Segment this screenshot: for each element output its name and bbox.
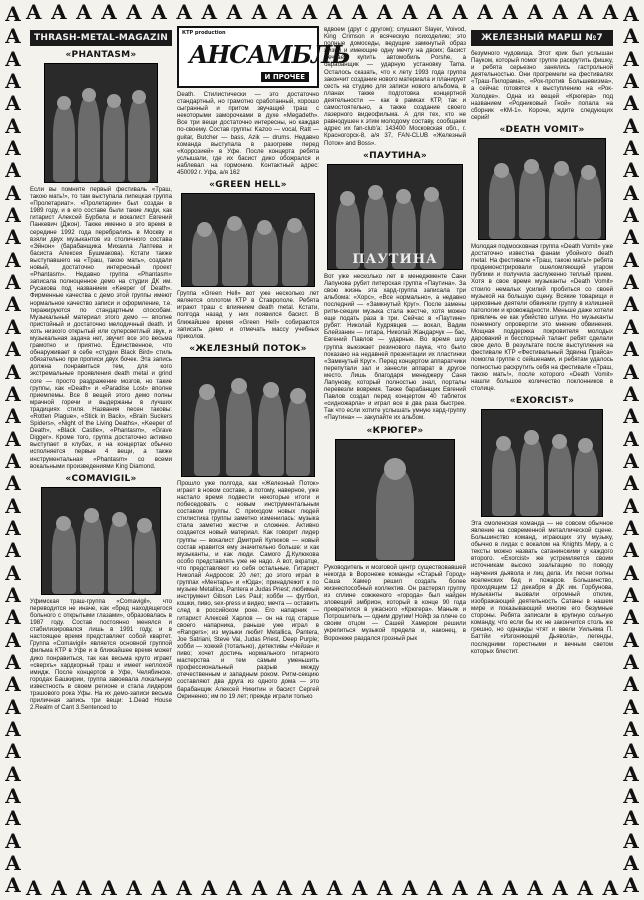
text-potok: Прошло уже полгода, как «Железный Поток» играет в новом составе, а потому, наверное, уже настало время подвести некоторые итоги и побеседовать с новым инструментальным составом группы. С приходом новых людей стилистика группы заметно изменилась: музыка стала заметно жестче и сложнее. Активно создается новый материал. Как говорит лидер группы — вокалист Дмитрий Кулюков — новый состав нравится ему значительно больше: и как музыканты, и как люди. Самого Д.Кулюкова особо представлять уже не надо. А вот, вкратце, что представляют из себя остальные. Гитарист Николай Андросов: 20 лет; до этого играл в группах «Ментарь» и «Юда»; принадлежит к по музыке Metallica, Pantera и Judas Priest; любимый инструмент Gibson Les Paul; хобби — футбол, кошки, пиво, sex-press и видео; мечта — оставить след в российском роке. Его напарник — гитарист Алексей Харлов — он на год старше своего напарника, раньше уже играл в «Rangers»; из музыки любит Metallica, Pantera, Joe Satriani, Steve Vai, Judas Priest, Deep Purple; хобби — хоккей (тотально), детективы «Чейза» и пиво; хочет достичь нормального гитарного мастерства и тем самым уменьшить профессиональный разрыв между отечественным и западным роком. Ритм-секцию составляют два друга из одного дома — это барабанщик Алексей Никитин и басист Сергей Окриненко; им по 19 лет; прежде играли только: [177, 479, 319, 700]
border-letter: A: [5, 806, 21, 831]
text-phantasm: Если вы помните первый фестиваль «Траш, такою мать!», то там выступала липецкая группа «Пролетариат». «Пролетарии» был создан в 1989 году, и в его составе были такие люди, как гитарист Алексей Бурбела и вокалист Евгений Панкевич (Джон). Также именно в это время в середине 1992 года перебрались в Москву и взяли двух музыкантов из столичного состава «Эйнон» (барабанщика Михаила Лаптева и басиста Алексея Бушмакова). Кстати также выступавшего на «Траш, такою мать», создали новый, достаточно интересный проект «Phantasm». Недавно группа «Phantasm» записала полноценное демо на студии ДК им. Русакова под названием «Keeper of Death». Фирменные качества с демо этой группы имеют нормальное качество записи и оформление, т.е. тиражируются по стандартным способам. Музыкальный материал этого демо — вполне пристойный и достаточно мелодичный death. И хоть низкого открытый или суперсветлый звук, и музыкальная задача нет, звучит все это весьма грамотно и приятно. Единственное, что обнаруживает в себе «студии Black Bird» стиль обязательно при прописи двух бочек. Эта запись должна понравиться тем, для кого экстремальные проявления death metal и grind core — просто раздражение мозгов, но такие группы, как «Death» и «Paradise Lost» вполне приемлемы. Все 8 вещей этого демо полны мрачной горечи и выдержаны в лучших традициях стиля. Названия песен таковы: «Rotten Plague», «Stick in Back», «Brain Suckers Spiders», «Night of the Living Deaths», «Keeper of Death», «Black Castle», «Phantasm», «Grave Digger». Кроме того, группа достаточно активно выступает в клубах, и на концертах обычно исполняется первые 4 вещи, а также инструментальная «Phantasm» со всеми вокальными произведениями King Diamond.: [30, 186, 172, 470]
border-letter: A: [351, 0, 368, 24]
border-letter: A: [623, 91, 639, 116]
border-letter: A: [527, 876, 543, 900]
border-letter: A: [623, 225, 639, 250]
photo-comavigil: [41, 487, 161, 595]
border-letter: A: [623, 113, 639, 138]
photo-deathvomit: [478, 138, 606, 240]
border-letter: A: [623, 851, 639, 876]
border-letter: A: [427, 0, 443, 24]
border-letter: A: [5, 381, 21, 406]
border-letter: A: [427, 876, 443, 900]
border-letter: A: [5, 649, 21, 674]
border-letter: A: [5, 605, 21, 630]
border-letter: A: [623, 136, 639, 161]
border-letter: A: [226, 876, 243, 900]
border-letter: A: [5, 113, 21, 138]
border-letter: A: [623, 24, 639, 49]
section-band-march: ЖЕЛЕЗНЫЙ МАРШ №7: [471, 30, 613, 46]
border-letter: A: [623, 717, 639, 741]
border-letter: A: [5, 493, 21, 518]
border-letter: A: [201, 0, 217, 24]
border-letter: A: [602, 0, 618, 24]
heading-kryuger: «КРЮГЕР»: [366, 425, 424, 436]
border-letter: A: [376, 876, 393, 900]
border-letter: A: [623, 359, 639, 384]
border-letter: A: [251, 876, 268, 900]
border-letter: A: [552, 0, 568, 24]
border-letter: A: [623, 46, 639, 71]
border-letter: A: [5, 448, 21, 473]
border-letter: A: [5, 292, 21, 317]
heading-exorcist: «EXORCIST»: [509, 395, 575, 406]
border-letter: A: [276, 876, 293, 900]
border-letter: A: [401, 876, 418, 900]
photo-potok: [181, 357, 315, 477]
border-letter: A: [623, 784, 639, 809]
border-letter: A: [76, 0, 92, 24]
border-letter: A: [623, 314, 639, 339]
border-letter: A: [76, 876, 92, 900]
border-bottom: [26, 876, 618, 900]
border-letter: A: [5, 560, 21, 585]
heading-potok: «ЖЕЛЕЗНЫЙ ПОТОК»: [189, 343, 307, 354]
border-top: [26, 0, 618, 24]
text-potok-cont: вдвоем (друг с другом); слушают Slayer, Voivod, King Crimson и всяческую психоделию; это полные домоседы, ведущие замкнутый образ жизни и имеющие одну мечту на двоих; басист мечтает купить автомобиль Porshe, а барабанщик — ударную установку Tama. Осталось сказать, что к лету 1993 года группа закончит создание нового материала и планирует сесть на студию для записи нового альбома, в планах также подготовка концертной деятельности — как в рамках КТР, так и самостоятельно, а также создание своего лазерного видеофильма. А для тех, кто не равнодушен к этим молодому составу, сообщаем адрес их fan-club'а: 143400 Московская обл., г. Красногорск-8, а/я 37, FAN-CLUB «Железный Поток» and Boss».: [324, 26, 466, 147]
border-letter: A: [5, 717, 21, 741]
border-letter: A: [5, 180, 21, 205]
border-letter: A: [623, 560, 639, 585]
border-letter: A: [623, 806, 639, 831]
column-2: [177, 26, 350, 874]
border-letter: A: [602, 876, 618, 900]
border-letter: A: [623, 493, 639, 518]
border-letter: A: [326, 876, 343, 900]
border-letter: A: [51, 876, 67, 900]
border-letter: A: [623, 2, 639, 26]
border-letter: A: [26, 876, 42, 900]
border-letter: A: [301, 876, 318, 900]
border-letter: A: [623, 538, 639, 563]
border-letter: A: [5, 873, 21, 898]
border-letter: A: [5, 2, 21, 26]
pautina-logo: ПАУТИНА: [352, 251, 438, 267]
photo-phantasm: [44, 63, 158, 183]
border-letter: A: [623, 180, 639, 205]
border-letter: A: [5, 851, 21, 876]
photo-pautina: [327, 164, 463, 270]
photo-greenhell: [181, 193, 315, 287]
border-letter: A: [623, 828, 639, 853]
border-letter: A: [5, 337, 21, 362]
border-letter: A: [101, 0, 117, 24]
heading-greenhell: «GREEN HELL»: [209, 180, 287, 191]
border-letter: A: [5, 136, 21, 161]
border-letter: A: [623, 515, 639, 540]
heading-deathvomit: «DEATH VOMIT»: [499, 124, 585, 135]
text-exorcist: Эта смоленская команда — не совсем обычное явление на современной металлической сцене. Большинство команд, играющих эту музыку, обычно в лидах с вокалом на Knights Миру, а с тексты можно назвать сатанинскими у каждого второго. «Exorcist» же устремляется своим источникам высоко эзальтацию по поводу научения дьявола и лиц дела. Их песни полны вселенских бед и пожаров. Большинство, проходящим 12 декабря в ДК им. Горбунова, музыканты вызвали огромный отклик, изображающий деятельность Сатаны в нашем мире и показывающий многие его безумные стороны. Ребята записали в крупную сольную команду, что если бы их не закончится столь же грешно, но однажды чтят и ввели Уильяма П. Баттйи «Изгоняющий Дьявола», легенды, последними горестными и вечным светом которых блестит.: [471, 519, 613, 655]
border-left: [0, 0, 26, 900]
border-letter: A: [5, 582, 21, 607]
border-letter: A: [623, 672, 639, 697]
heading-comavigil: «COMAVIGIL»: [65, 473, 137, 484]
border-letter: A: [5, 404, 21, 429]
photo-kryuger: [335, 439, 455, 561]
masthead-subtitle: И ПРОЧЕЕ: [261, 72, 309, 82]
heading-pautina: «ПАУТИНА»: [363, 150, 427, 161]
section-band-thrash: THRASH-METAL-MAGAZIN: [30, 30, 172, 46]
border-letter: A: [623, 582, 639, 607]
border-letter: A: [151, 0, 167, 24]
border-letter: A: [5, 761, 21, 786]
border-letter: A: [452, 0, 468, 24]
border-letter: A: [452, 876, 468, 900]
border-letter: A: [5, 538, 21, 563]
border-letter: A: [5, 69, 21, 94]
border-letter: A: [376, 0, 393, 24]
border-letter: A: [623, 873, 639, 898]
border-right: [618, 0, 644, 900]
text-kryuger: Руководитель и мозговой центр существовавшей некогда в Воронеже команды «Старый Город» Саша Хамер решил создать более жизнеспособный коллектив. Он растерял группу из сплине сожженого «города» был найден зловещий эмбрион, который в конце 90 года превратился в ужасного «Крюгера». Маньяк и Потрошитель — одним другим! Нойф за плече со своим отцом — Сашей Хамером решили укрепиться музыкой предела и, наконец, в Воронеже раздался грозный рык: [324, 563, 466, 642]
border-letter: A: [5, 158, 21, 183]
border-letter: A: [577, 876, 593, 900]
border-letter: A: [5, 203, 21, 228]
masthead-small-text: КТР production: [182, 30, 226, 36]
masthead-logo: [177, 26, 350, 88]
border-letter: A: [301, 0, 318, 24]
border-letter: A: [151, 876, 167, 900]
border-letter: A: [5, 359, 21, 384]
border-letter: A: [623, 69, 639, 94]
border-letter: A: [5, 426, 21, 451]
border-letter: A: [623, 649, 639, 674]
border-letter: A: [326, 0, 343, 24]
column-1: [30, 26, 172, 874]
border-letter: A: [226, 0, 243, 24]
text-kryuger-cont: безумного чудовища. Этот крик был услышан Пауком, который помог группе раскрутить фишку, и ребята серьезно занялись гастрольной деятельностью. Они прогремели на фестивалях «Траш-Пилорама», «Рок-против Большевизма», а сейчас готовятся к выступлению на «Рок-Холодке». Одна из вещей «Крюгера» под названием «Родниковый Гной» попала на сборник «КМ-1». Короче, ждите следующих серий!: [471, 50, 613, 121]
border-letter: A: [5, 471, 21, 496]
border-letter: A: [623, 381, 639, 406]
border-letter: A: [623, 292, 639, 317]
border-letter: A: [623, 694, 639, 719]
border-letter: A: [623, 471, 639, 496]
border-letter: A: [351, 876, 368, 900]
column-4: [471, 26, 613, 874]
border-letter: A: [623, 203, 639, 228]
border-letter: A: [623, 270, 639, 295]
border-letter: A: [5, 225, 21, 250]
border-letter: A: [577, 0, 593, 24]
photo-exorcist: [481, 409, 603, 517]
border-letter: A: [26, 0, 42, 24]
border-letter: A: [623, 158, 639, 183]
border-letter: A: [5, 91, 21, 116]
border-letter: A: [623, 605, 639, 630]
border-letter: A: [5, 24, 21, 49]
text-comavigil: Уфимская траш-группа «Comavigil», что переводится не иначе, как «бред находящегося больного с открытыми глазами», образовалась в 1987 году. Состав постоянно менялся и стабилизировался лишь в 1991 году, и в настоящее время представляет собой квартет. Группа «Comavigil» является основной группой фильма КТР в Уфе и в ближайшее время может дико понравиться, так как весьма круто играет «сверхъ» хардкорный траш и имеет неплохой имидж. После концертов в Уфе, Челябинске, городах Башкирии, группа завоевала локальную известность в своем регионе и стала лидером трэшового рока Уфы. На их демо-записи весьма приличная запись три вещи: 1.Dead House 2.Realm of Cant 3.Sentenced to: [30, 597, 172, 712]
border-letter: A: [5, 739, 21, 764]
heading-phantasm: «PHANTASM»: [65, 50, 137, 60]
text-greenhell: Группа «Green Hell» вот уже несколько лет является оплотом КТР в Ставрополе. Ребята играют траш с влиянием death metal. Кстати, полгода назад у них появился басист. В ближайшее время «Green Hell» собираются записать демо и отмечать массу учебных приколов.: [177, 290, 319, 340]
text-deathvomit: Молодая подмосковная группа «Death Vomit» уже достаточно известна фанам убойного death metal. На фестивале «Траш, такою мать!» ребята продемонстрировали ошеломляющий угаром публики и получила заслуженно теплый прием. Хотя в свое время музыканты «Death Vomit» стоило немалых усилий пробиться со своей музыкой на большую сцену. Всякие товарищи и церковные деятели обвиняли группу в излишней патологии и кровожадности. Меньше даже хотели привлечь ее как убийство штуки. Но музыканты понемногу опровергли это мнение обвинения. Мощная поддержка покровителя молодых дарований и бесспорный талант ребят сделали свое дело. В результате после выступления на фестивале КТР «Фестивальный Эдвина Прайса» помогла группе с сейшенами, и ребятам удалось полностью раскрутить себя на фестивале «Траш, такою мать!», после которого «Death Vomit» нашли большое количество поклонников в столице.: [471, 242, 613, 392]
border-letter: A: [201, 876, 217, 900]
border-letter: A: [623, 247, 639, 272]
border-letter: A: [552, 876, 568, 900]
border-letter: A: [51, 0, 67, 24]
border-letter: A: [276, 0, 293, 24]
border-letter: A: [126, 0, 142, 24]
border-letter: A: [101, 876, 117, 900]
border-letter: A: [401, 0, 418, 24]
border-letter: A: [623, 739, 639, 764]
border-letter: A: [5, 247, 21, 272]
border-letter: A: [502, 0, 518, 24]
border-letter: A: [5, 515, 21, 540]
border-letter: A: [251, 0, 268, 24]
border-letter: A: [623, 426, 639, 451]
page: [30, 26, 614, 874]
border-letter: A: [176, 876, 192, 900]
border-letter: A: [5, 314, 21, 339]
column-3: [324, 26, 466, 874]
border-letter: A: [5, 270, 21, 295]
border-letter: A: [5, 627, 21, 652]
border-letter: A: [623, 337, 639, 362]
border-letter: A: [5, 46, 21, 71]
text-pautina: Вот уже несколько лет в менеджменте Сани Лапунова рубит питерская группа «Паутина». За свою жизнь эта хард-группа записала три альбома: «Хорс», «Все нормально», а недавно последний — «Замкнутый Круг». После замены ритм-секции музыка стала жестче, хотя можно еще подать раза в три. Сейчас в «Паутине» рубят: Николай Кудрявцев — вокал, Вадим Блейзанин — гитара, Николай Жандарчук — бас, Евгений Павлов — ударные. Во время шоу группа выезжает резинового паука, что было показано на недавней презентации их пластинки «Замкнутый Круг». Перед концертом аппаратчики перепутали зал и занесли аппарат в другое место. Лишь благодаря менеджеру Саня Лапунову, который полностью знал, порталы перевезли вовремя. Также барабанщик Евгений Павлов создал перед концертом 40 таблеток «сидножарла» и играл все в два раза быстрее. Так что если хотите услышать умную хард-группу «Паутина» — закупайте их альбом.: [324, 272, 466, 422]
border-letter: A: [502, 876, 518, 900]
border-letter: A: [5, 694, 21, 719]
masthead-title: АНСАМБЛЬ: [189, 40, 350, 69]
border-letter: A: [477, 0, 493, 24]
border-letter: A: [477, 876, 493, 900]
border-letter: A: [623, 448, 639, 473]
border-letter: A: [176, 0, 192, 24]
border-letter: A: [623, 761, 639, 786]
border-letter: A: [5, 784, 21, 809]
border-letter: A: [527, 0, 543, 24]
text-comavigil-cont: Death. Стилистически — это достаточно стандартный, но грамотно сработанный, хорошо сыгранный и притом звучащий траш с некоторыми заморочками в духе «Megadeth». Все три вещи достаточно интересны, но каждая по-своему. Состав группы: Kazoo — vocal, Ratt — guitar, Butcher — bass, Azik — drums. Недавно команда выступала в разогреве перед «Коррозией» в Уфе. После концерта ребята услышали, где их басист дико обожрался и наблевал на гормонию. Контактный адрес: 450092 г. Уфа, а/я 162: [177, 91, 319, 177]
border-letter: A: [5, 672, 21, 697]
border-letter: A: [623, 404, 639, 429]
border-letter: A: [5, 828, 21, 853]
border-letter: A: [126, 876, 142, 900]
border-letter: A: [623, 627, 639, 652]
